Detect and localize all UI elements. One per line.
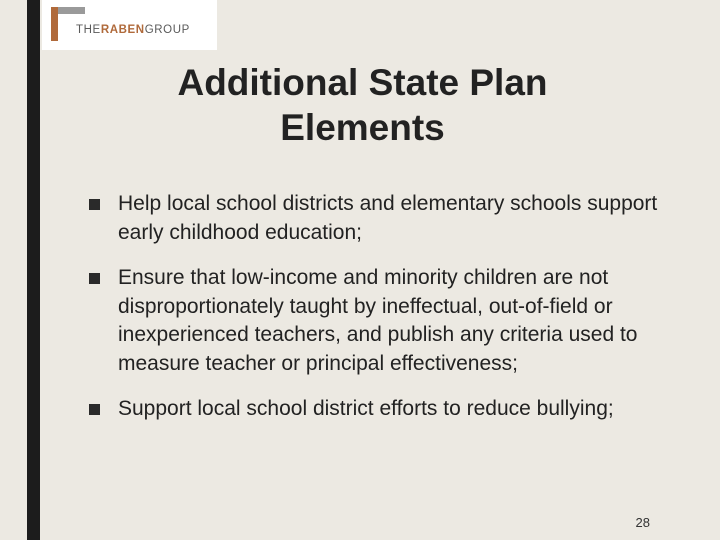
square-bullet-icon	[89, 199, 100, 210]
bullet-text: Help local school districts and elementary schools support early childhood education;	[118, 192, 658, 244]
bullet-item	[86, 264, 666, 378]
left-accent-bar	[27, 0, 40, 540]
square-bullet-icon	[89, 273, 100, 284]
logo-wordmark	[76, 24, 190, 36]
page-number: 28	[635, 515, 650, 530]
logo-text-suffix: GROUP	[144, 24, 190, 36]
bullet-text: Support local school district efforts to reduce bullying;	[118, 397, 614, 420]
logo-text-strong: RABEN	[100, 24, 145, 36]
slide-title: Additional State Plan Elements	[177, 62, 548, 148]
bullet-item	[86, 395, 666, 424]
bullet-list	[86, 190, 666, 441]
logo-text-prefix: THE	[76, 24, 101, 36]
bullet-text: Ensure that low-income and minority children are not disproportionately taught by ineffectual, out-of-field or inexperienced teachers, and publish any criteria used to measure teacher or principal effectiveness;	[118, 266, 638, 375]
bullet-item	[86, 190, 666, 247]
company-logo	[42, 0, 217, 50]
square-bullet-icon	[89, 404, 100, 415]
